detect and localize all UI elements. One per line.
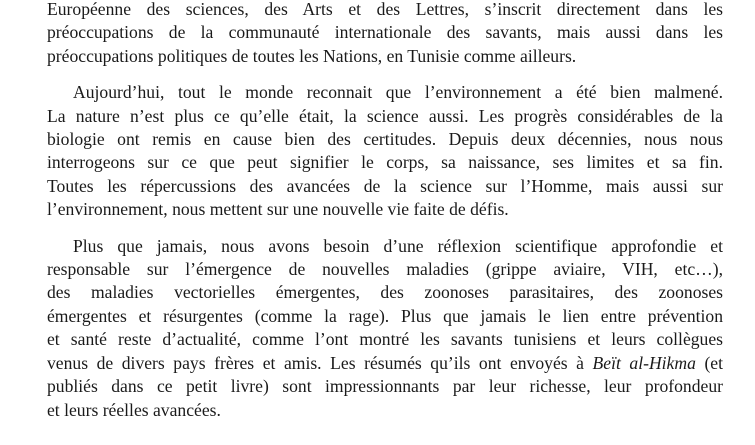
italic-term: Beït al-Hikma bbox=[592, 352, 696, 373]
text-line-with-italic bbox=[47, 352, 723, 375]
paragraph-1 bbox=[47, 0, 723, 68]
paragraph-2 bbox=[47, 81, 723, 221]
text-line: Toutes les répercussions des avancées de la science sur l’Homme, mais aussi sur bbox=[47, 175, 723, 196]
text-line: Européenne des sciences, des Arts et des Lettres, s’inscrit directement dans les bbox=[47, 0, 723, 19]
text-line: préoccupations de la communauté internationale des savants, mais aussi dans les bbox=[47, 22, 723, 43]
text-line: La nature n’est plus ce qu’elle était, la science aussi. Les progrès considérables de la bbox=[47, 105, 723, 126]
text-line: responsable sur l’émergence de nouvelles maladies (grippe aviaire, VIH, etc…), bbox=[47, 259, 723, 280]
paren-open: ( bbox=[704, 352, 711, 373]
text-line: biologie ont remis en cause bien des certitudes. Depuis deux décennies, nous nous bbox=[47, 129, 723, 150]
text-line: et santé reste d’actualité, comme l’ont montré les savants tunisiens et leurs collègues bbox=[47, 329, 723, 350]
text-line: Aujourd’hui, tout le monde reconnait que l’environnement a été bien malmené. bbox=[73, 82, 723, 103]
paragraph-gap bbox=[47, 222, 723, 235]
document-page bbox=[47, 0, 723, 422]
text-line: et leurs réelles avancées. bbox=[47, 399, 221, 420]
text-line: l’environnement, nous mettent sur une nouvelle vie faite de défis. bbox=[47, 199, 509, 220]
text-line: publiés dans ce petit livre) sont impressionnants par leur richesse, leur profondeur bbox=[47, 376, 723, 397]
text-segment: venus de divers pays frères et amis. Les résumés qu’ils ont envoyés à bbox=[47, 352, 593, 373]
paragraph-gap bbox=[47, 68, 723, 81]
text-line: interrogeons sur ce que peut signifier le corps, sa naissance, ses limites et sa fin. bbox=[47, 152, 723, 173]
text-segment: et bbox=[710, 352, 723, 373]
text-line: préoccupations politiques de toutes les Nations, en Tunisie comme ailleurs. bbox=[47, 45, 577, 66]
text-line: émergentes et résurgentes (comme la rage). Plus que jamais le lien entre prévention bbox=[47, 305, 723, 326]
text-line: Plus que jamais, nous avons besoin d’une réflexion scientifique approfondie et bbox=[73, 235, 723, 256]
paragraph-3 bbox=[47, 235, 723, 422]
text-line: des maladies vectorielles émergentes, des zoonoses parasitaires, des zoonoses bbox=[47, 282, 723, 303]
